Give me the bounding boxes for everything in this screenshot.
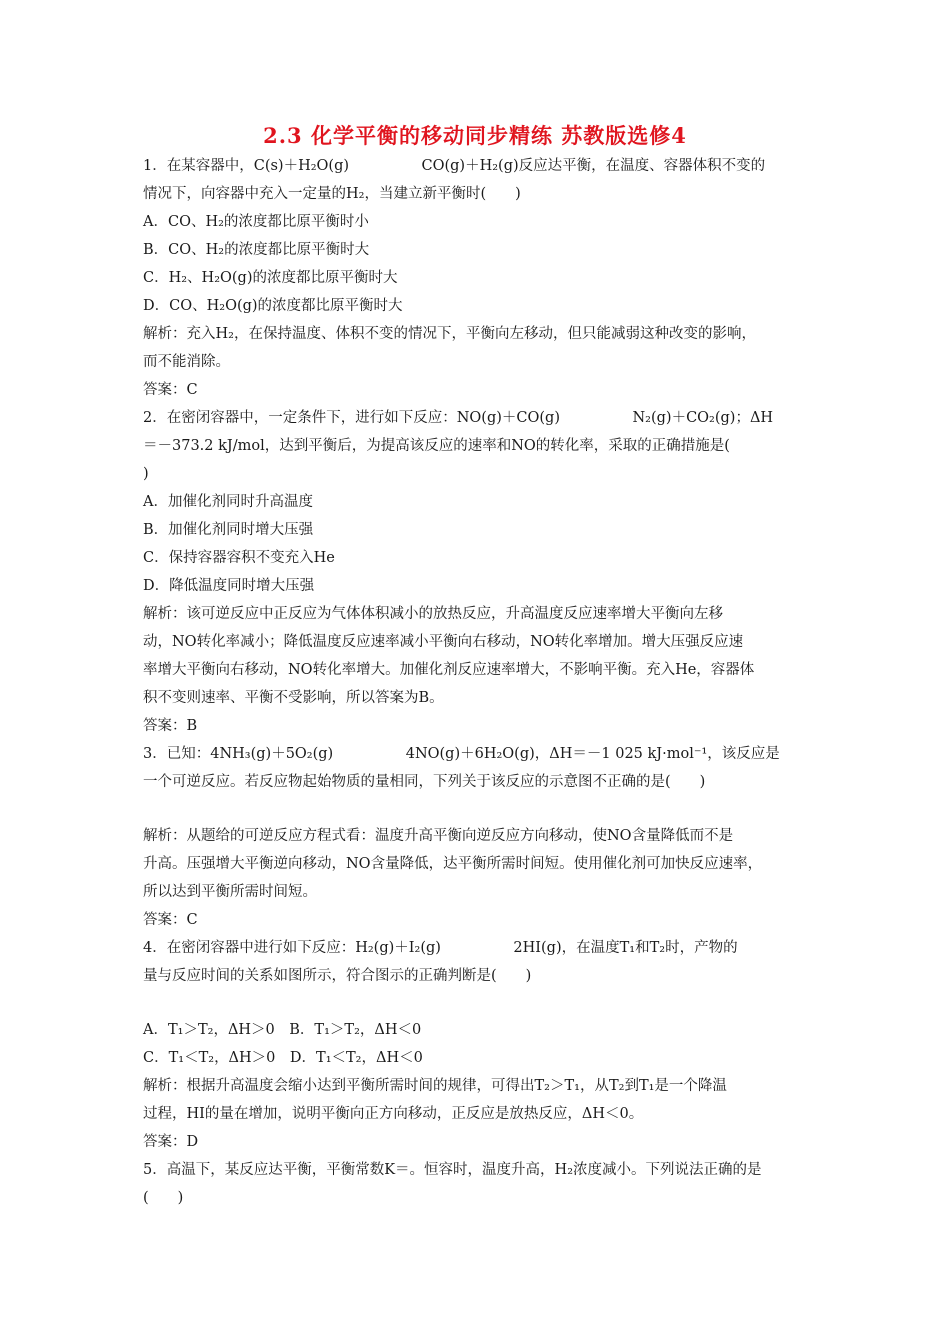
q3-analysis-line2: 升高。压强增大平衡逆向移动，NO含量降低，达平衡所需时间短。使用催化剂可加快反应速率， (143, 856, 763, 872)
q2-option-a: A．加催化剂同时升高温度 (143, 494, 313, 510)
q4-options-cd: C．T₁＜T₂，ΔH＞0 D．T₁＜T₂，ΔH＜0 (143, 1050, 423, 1066)
q1-stem-line1: 1．在某容器中，C(s)＋H₂O(g) CO(g)＋H₂(g)反应达平衡，在温度、容器体积不变的 (143, 158, 766, 174)
q4-options-ab: A．T₁＞T₂，ΔH＞0 B．T₁＞T₂，ΔH＜0 (143, 1022, 422, 1038)
q3-stem-line1: 3．已知：4NH₃(g)＋5O₂(g) 4NO(g)＋6H₂O(g)，ΔH＝－1 025 kJ·mol⁻¹，该反应是 (143, 746, 780, 762)
q2-analysis-line1: 解析：该可逆反应中正反应为气体体积减小的放热反应，升高温度反应速率增大平衡向左移 (143, 606, 723, 622)
q2-stem-line3: ) (143, 466, 149, 482)
q3-analysis-line1: 解析：从题给的可逆反应方程式看：温度升高平衡向逆反应方向移动，使NO含量降低而不是 (143, 828, 734, 844)
q4-stem-line1: 4．在密闭容器中进行如下反应：H₂(g)＋I₂(g) 2HI(g)，在温度T₁和T₂时，产物的 (143, 940, 738, 956)
q5-stem-line2: ( ) (143, 1190, 184, 1206)
q1-option-d: D．CO、H₂O(g)的浓度都比原平衡时大 (143, 298, 403, 314)
q2-option-c: C．保持容器容积不变充入He (143, 550, 335, 566)
q2-option-b: B．加催化剂同时增大压强 (143, 522, 314, 538)
q2-option-d: D．降低温度同时增大压强 (143, 578, 315, 594)
q2-analysis-line4: 积不变则速率、平衡不受影响，所以答案为B。 (143, 690, 444, 706)
q2-analysis-line2: 动，NO转化率减小；降低温度反应速率减小平衡向右移动，NO转化率增加。增大压强反应速 (143, 634, 744, 650)
q4-analysis-line1: 解析：根据升高温度会缩小达到平衡所需时间的规律，可得出T₂＞T₁，从T₂到T₁是一个降温 (143, 1078, 727, 1094)
q2-stem-line2: ＝－373.2 kJ/mol，达到平衡后，为提高该反应的速率和NO的转化率，采取的正确措施是( (143, 438, 730, 454)
q1-option-b: B．CO、H₂的浓度都比原平衡时大 (143, 242, 370, 258)
q3-analysis-line3: 所以达到平衡所需时间短。 (143, 884, 317, 900)
document-title: 2.3 化学平衡的移动同步精练 苏教版选修4 (263, 123, 687, 148)
q1-option-a: A．CO、H₂的浓度都比原平衡时小 (143, 214, 369, 230)
q2-answer: 答案：B (143, 718, 198, 734)
q3-stem-line2: 一个可逆反应。若反应物起始物质的量相同，下列关于该反应的示意图不正确的是( ) (143, 774, 706, 790)
q4-answer: 答案：D (143, 1134, 199, 1150)
q4-stem-line2: 量与反应时间的关系如图所示，符合图示的正确判断是( ) (143, 968, 532, 984)
q2-stem-line1: 2．在密闭容器中，一定条件下，进行如下反应：NO(g)＋CO(g) N₂(g)＋CO₂(g)；ΔH (143, 410, 774, 426)
q5-stem-line1: 5．高温下，某反应达平衡，平衡常数K＝。恒容时，温度升高，H₂浓度减小。下列说法正确的是 (143, 1162, 762, 1178)
q4-analysis-line2: 过程，HI的量在增加，说明平衡向正方向移动，正反应是放热反应，ΔH＜0。 (143, 1106, 644, 1122)
q1-analysis-line1: 解析：充入H₂，在保持温度、体积不变的情况下，平衡向左移动，但只能减弱这种改变的影响， (143, 326, 756, 342)
q1-option-c: C．H₂、H₂O(g)的浓度都比原平衡时大 (143, 270, 398, 286)
q3-answer: 答案：C (143, 912, 198, 928)
q1-answer: 答案：C (143, 382, 198, 398)
q1-analysis-line2: 而不能消除。 (143, 354, 230, 370)
q2-analysis-line3: 率增大平衡向右移动，NO转化率增大。加催化剂反应速率增大，不影响平衡。充入He，容器体 (143, 662, 755, 678)
q1-stem-line2: 情况下，向容器中充入一定量的H₂，当建立新平衡时( ) (143, 186, 521, 202)
